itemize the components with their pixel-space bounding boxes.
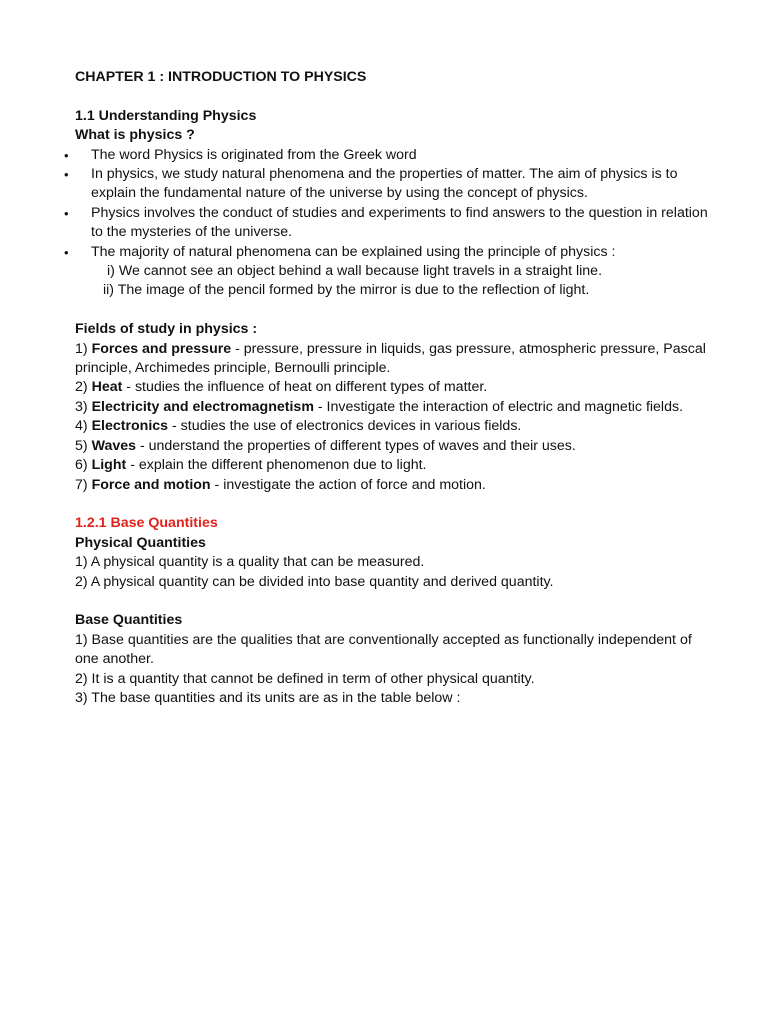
- field-number: 1): [75, 340, 88, 357]
- fields-list: [75, 340, 708, 495]
- field-description: - Investigate the interaction of electric and magnetic fields.: [313, 398, 684, 415]
- field-item: [75, 437, 708, 456]
- bullet-item: • The word Physics is originated from the Greek word: [75, 146, 708, 165]
- field-item: [75, 456, 708, 475]
- spacer: [75, 87, 708, 106]
- bullet-item: [75, 243, 708, 301]
- field-name: Light: [91, 457, 127, 474]
- field-name: Heat: [91, 379, 123, 396]
- field-description: - understand the properties of different types of waves and their uses.: [136, 437, 576, 454]
- bullet-text: The majority of natural phenomena can be explained using the principle of physics :: [91, 243, 616, 260]
- chapter-title: CHAPTER 1 : INTRODUCTION TO PHYSICS: [75, 69, 367, 85]
- field-number: 2): [75, 379, 88, 396]
- spacer: [75, 592, 708, 611]
- field-name: Electricity and electromagnetism: [91, 398, 314, 415]
- spacer: [75, 301, 708, 320]
- field-item: [75, 398, 708, 417]
- field-description: - pressure, pressure in liquids, gas pressure, atmospheric pressure, Pascal: [231, 340, 706, 357]
- physical-quantities-heading: Physical Quantities: [75, 534, 206, 551]
- field-number: 6): [75, 457, 88, 474]
- field-number: 4): [75, 418, 88, 435]
- bullet-item: • In physics, we study natural phenomena and the properties of matter. The aim of physics is to explain the fundamental nature of the universe by using the concept of physics.: [75, 165, 708, 204]
- field-item: [75, 340, 708, 379]
- field-description-continued: principle, Archimedes principle, Bernoulli principle.: [75, 360, 391, 377]
- field-number: 5): [75, 437, 88, 454]
- physical-quantities-line: 1) A physical quantity is a quality that can be measured.: [75, 554, 425, 571]
- subsection-question: What is physics ?: [75, 127, 195, 144]
- section-heading: 1.1 Understanding Physics: [75, 107, 257, 124]
- field-name: Electronics: [91, 418, 169, 435]
- field-description: - studies the influence of heat on different types of matter.: [122, 379, 488, 396]
- field-item: [75, 476, 708, 495]
- base-quantities-line: 3) The base quantities and its units are as in the table below :: [75, 689, 461, 706]
- field-number: 7): [75, 476, 88, 493]
- field-name: Waves: [91, 437, 137, 454]
- example-line: ii) The image of the pencil formed by the mirror is due to the reflection of light.: [103, 282, 590, 299]
- field-name: Forces and pressure: [91, 340, 232, 357]
- field-item: [75, 417, 708, 436]
- field-description: - explain the different phenomenon due to light.: [126, 457, 427, 474]
- field-description: - studies the use of electronics devices in various fields.: [168, 418, 522, 435]
- bullet-list: [75, 146, 708, 301]
- fields-heading: Fields of study in physics :: [75, 321, 258, 338]
- example-line: i) We cannot see an object behind a wall because light travels in a straight line.: [107, 263, 603, 280]
- field-item: [75, 378, 708, 397]
- base-quantities-line: 1) Base quantities are the qualities that are conventionally accepted as functionally independent of one another.: [75, 631, 692, 668]
- field-name: Force and motion: [91, 476, 211, 493]
- physical-quantities-line: 2) A physical quantity can be divided into base quantity and derived quantity.: [75, 573, 554, 590]
- base-quantities-section-heading: 1.2.1 Base Quantities: [75, 515, 218, 532]
- bullet-item: • Physics involves the conduct of studies and experiments to find answers to the question in relation to the mysteries of the universe.: [75, 204, 708, 243]
- field-description: - investigate the action of force and motion.: [210, 476, 486, 493]
- base-quantities-line: 2) It is a quantity that cannot be defined in term of other physical quantity.: [75, 670, 535, 687]
- field-number: 3): [75, 398, 88, 415]
- base-quantities-heading: Base Quantities: [75, 612, 183, 629]
- spacer: [75, 495, 708, 514]
